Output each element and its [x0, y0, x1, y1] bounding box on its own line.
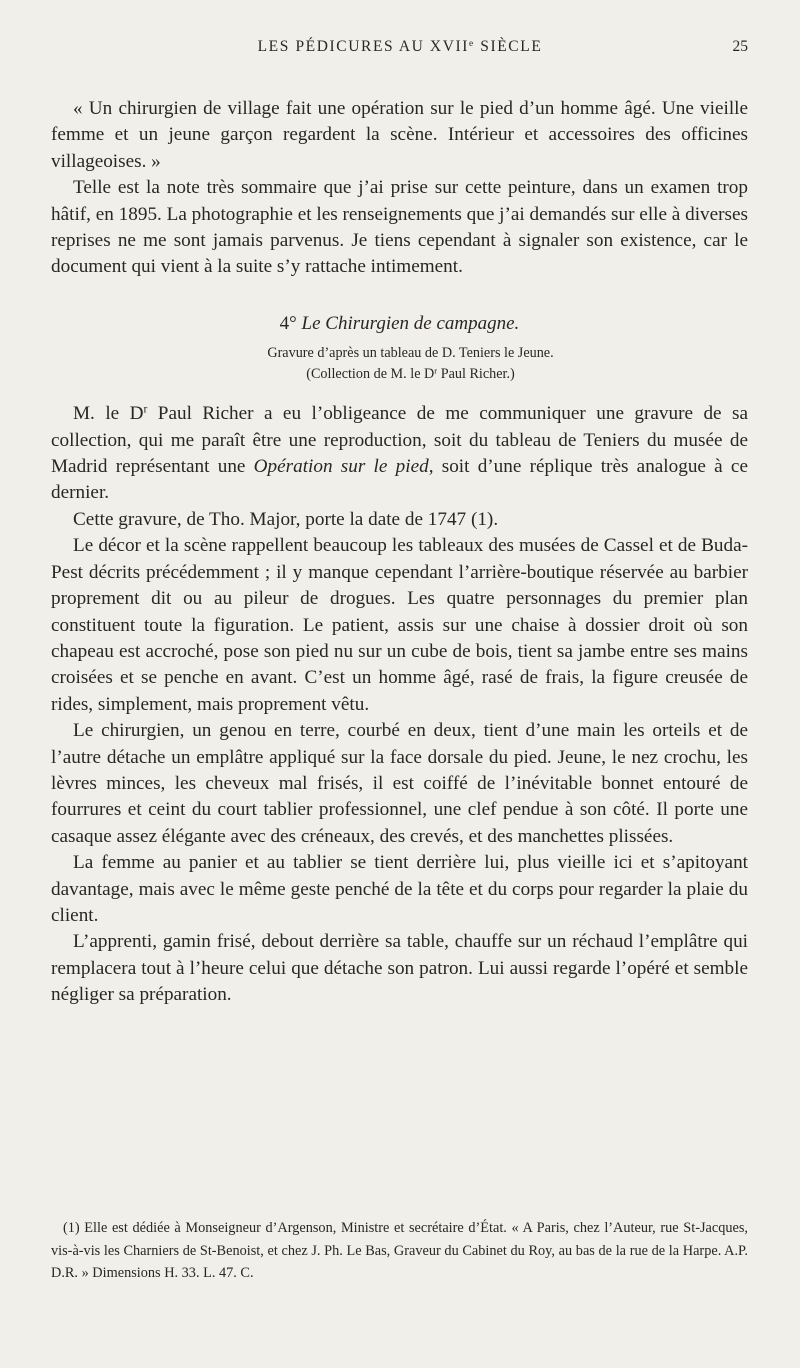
paragraph-date: Cette gravure, de Tho. Major, porte la date de 1747 (1). [73, 508, 499, 530]
paragraph-apprentice: L’apprenti, gamin frisé, debout derrière sa table, chauffe sur un réchaud l’emplâtre qui remplacera tout à l’heure celui que détache son patron. Lui aussi regarde l’opéré et semble négliger sa préparation. [51, 931, 748, 1006]
paragraph-surgeon: Le chirurgien, un genou en terre, courbé en deux, tient d’une main les orteils et de l’autre détache un emplâtre appliqué sur la face dorsale du pied. Jeune, le nez crochu, les lèvres minces, les cheveux mal frisés, il est coiffé de l’inévitable bonnet entouré de fourrures et ceint du court tablier professionnel, une clef pendue à son côté. Il porte une casaque assez élégante avec des créneaux, des crevés, et des manchettes plissées. [51, 720, 748, 847]
page-number: 25 [732, 38, 748, 55]
section-number: 4° [279, 312, 297, 334]
paragraph-woman: La femme au panier et au tablier se tient derrière lui, plus vieille ici et s’apitoyant davantage, mais avec le même geste penché de la tête et du corps pour regarder la plaie du client. [51, 852, 748, 926]
section-caption-collection: (Collection de M. le $D^r$ Paul Richer.) [306, 365, 515, 383]
section-title: Le Chirurgien de campagne. [301, 312, 520, 334]
footnote: (1) Elle est dédiée à Monseigneur d’Argenson, Ministre et secrétaire d’État. « A Paris, chez l’Auteur, rue St-Jacques, vis-à-vis les Charniers de St-Benoist, et chez J. Ph. Le Bas, Graveur du Cabinet du Roy, au bas de la rue de la Harpe. A.P. D.R. » Dimensions H. 33. L. 47. C. [51, 1220, 748, 1282]
body-text [51, 96, 748, 1009]
section-caption-engraving: Gravure d’après un tableau de D. Teniers le Jeune. [267, 345, 554, 362]
section-heading [51, 311, 748, 337]
running-header [52, 38, 748, 64]
paragraph-note: Telle est la note très sommaire que j’ai prise sur cette peinture, dans un examen trop hâtif, en 1895. La photographie et les renseignements que j’ai demandés sur elle à diverses reprises ne me sont jamais parvenus. Je tiens cependant à signaler son existence, car le document qui vient à la suite s’y rattache intimement. [51, 177, 748, 278]
running-title: LES PÉDICURES AU XVIIe SIÈCLE [257, 38, 543, 55]
paragraph-richer: M. le $D^r$ Paul Richer a eu l’obligeance de me communiquer une gravure de sa collection, qui me paraît être une reproduction, soit du tableau de Teniers du musée de Madrid représentant une Opération sur le pied, soit d’une réplique très analogue à ce dernier. [51, 403, 749, 504]
paragraph-quote: « Un chirurgien de village fait une opération sur le pied d’un homme âgé. Une vieille femme et un jeune garçon regardent la scène. Intérieur et accessoires des officines villageoises. » [51, 98, 748, 172]
paragraph-decor: Le décor et la scène rappellent beaucoup les tableaux des musées de Cassel et de Buda-Pest décrits précédemment ; il y manque cependant l’arrière-boutique réservée au barbier proprement dit ou au pileur de drogues. Les quatre personnages du premier plan constituent toute la figuration. Le patient, assis sur une chaise à dossier droit où son chapeau est accroché, pose son pied nu sur un cube de bois, tient sa jambe entre ses mains croisées et se penche en avant. C’est un homme âgé, rasé de frais, la figure creusée de rides, simplement, mais proprement vêtu. [51, 535, 748, 715]
italic-title: Opération sur le pied [253, 456, 429, 478]
